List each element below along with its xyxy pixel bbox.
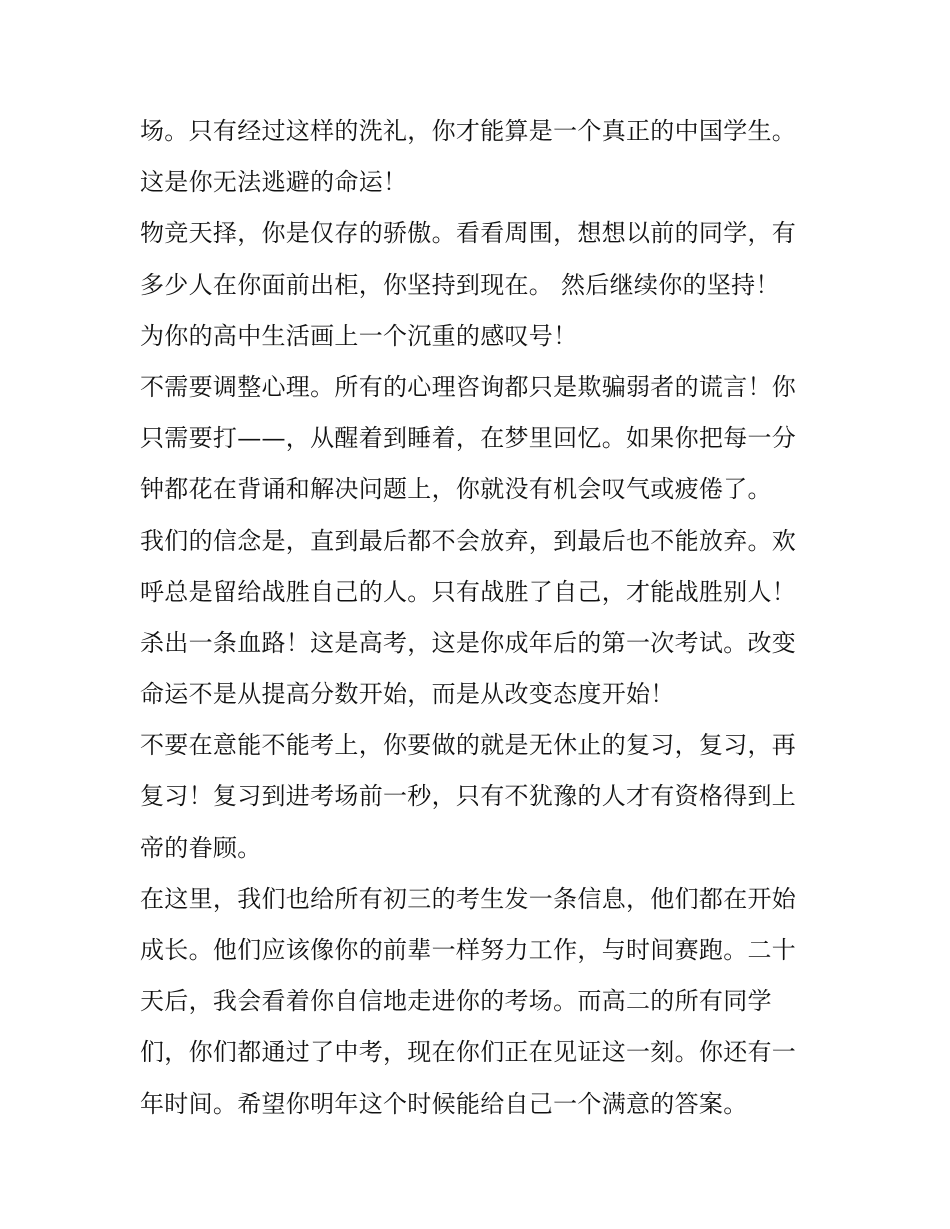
text-line: 呼总是留给战胜自己的人。只有战胜了自己，才能战胜别人！ (140, 577, 797, 606)
text-line: 场。只有经过这样的洗礼，你才能算是一个真正的中国学生。 (140, 117, 797, 145)
text-line: 们，你们都通过了中考，现在你们正在见证这一刻。你还有一 (140, 1038, 797, 1067)
text-line: 在这里，我们也给所有初三的考生发一条信息，他们都在开始 (140, 884, 797, 913)
text-line: 成长。他们应该像你的前辈一样努力工作，与时间赛跑。二十 (140, 936, 797, 964)
text-line: 我们的信念是，直到最后都不会放弃，到最后也不能放弃。欢 (140, 526, 797, 555)
text-line: 不要在意能不能考上，你要做的就是无休止的复习，复习，再 (140, 731, 797, 760)
text-line: 年时间。希望你明年这个时候能给自己一个满意的答案。 (140, 1089, 748, 1118)
text-line: 只需要打——，从醒着到睡着，在梦里回忆。如果你把每一分 (140, 424, 797, 453)
text-line: 钟都花在背诵和解决问题上，你就没有机会叹气或疲倦了。 (140, 475, 772, 504)
text-line: 为你的高中生活画上一个沉重的感叹号！ (140, 321, 578, 350)
text-line: 多少人在你面前出柜，你坚持到现在。 然后继续你的坚持！ (140, 270, 780, 299)
text-line: 不需要调整心理。所有的心理咨询都只是欺骗弱者的谎言！你 (140, 372, 797, 401)
text-line: 物竞天择，你是仅存的骄傲。看看周围，想想以前的同学，有 (140, 219, 797, 248)
text-line: 杀出一条血路！这是高考，这是你成年后的第一次考试。改变 (140, 628, 797, 657)
text-line: 复习！复习到进考场前一秒，只有不犹豫的人才有资格得到上 (140, 782, 797, 811)
text-line: 这是你无法逃避的命运！ (140, 168, 408, 197)
document-body (140, 106, 820, 1130)
text-line: 命运不是从提高分数开始，而是从改变态度开始！ (140, 680, 675, 709)
text-line: 天后，我会看着你自信地走进你的考场。而高二的所有同学 (140, 987, 772, 1016)
text-line: 帝的眷顾。 (140, 833, 262, 862)
